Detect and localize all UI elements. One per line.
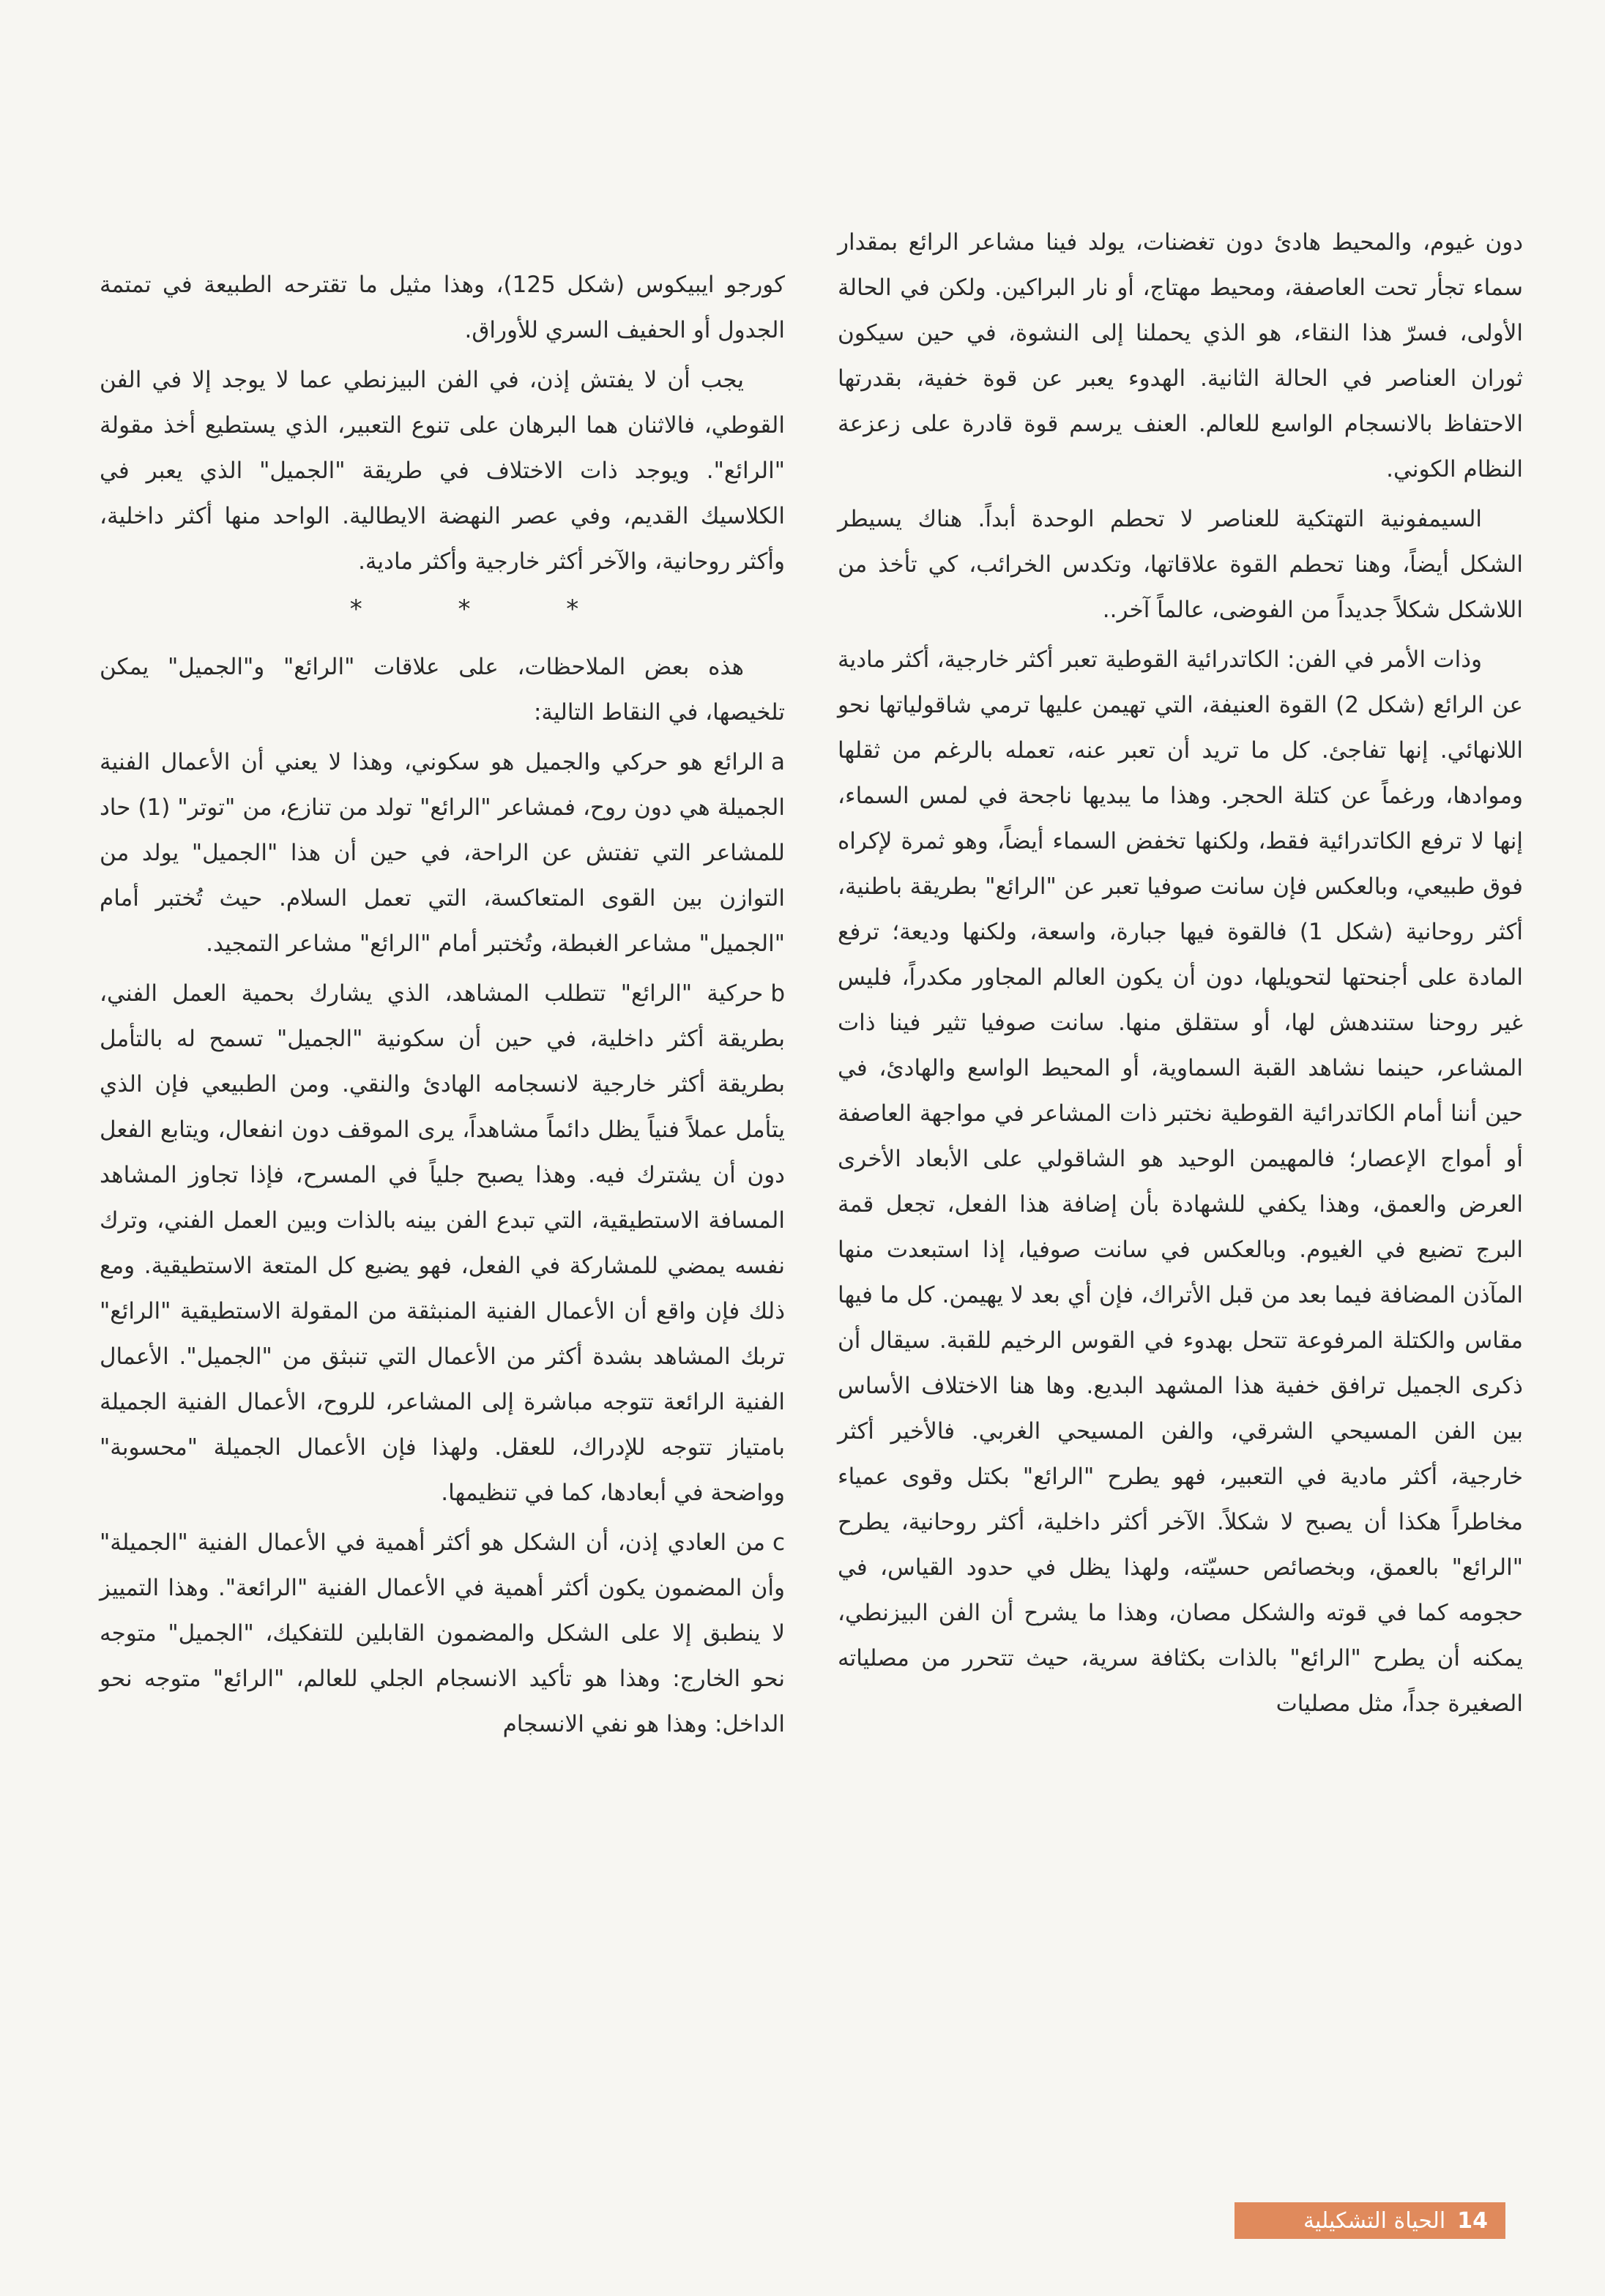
paragraph: دون غيوم، والمحيط هادئ دون تغضنات، يولد فينا مشاعر الرائع بمقدار سماء تجأر تحت العاصفة، ومحيط مهتاج، أو نار البراكين. ولكن في الحالة الأولى، فسرّ هذا النقاء، هو الذي يحملنا إلى النشوة، في حين سيكون ثوران العناصر في الحالة الثانية. الهدوء يعبر عن قوة خفية، بقدرتها الاحتفاظ بالانسجام الواسع للعالم. العنف يرسم قوة قادرة على زعزعة النظام الكوني.: [838, 229, 1523, 482]
item-letter: b: [770, 980, 785, 1007]
paragraph: كورجو ايبيكوس (شكل 125)، وهذا مثيل ما تقترحه الطبيعة في تمتمة الجدول أو الحفيف السري للأوراق.: [100, 272, 785, 343]
summary-intro: هذه بعض الملاحظات، على علاقات "الرائع" و"الجميل" يمكن تلخيصها، في النقاط التالية:: [100, 654, 785, 726]
page-footer: [1235, 2202, 1505, 2239]
paragraph: يجب أن لا يفتش إذن، في الفن البيزنطي عما لا يوجد إلا في الفن القوطي، فالاثنان هما البرهان على تنوع التعبير، الذي يستطيع أخذ مقولة "الرائع". ويوجد ذات الاختلاف في طريقة "الجميل" الذي يعبر في الكلاسيك القديم، وفي عصر النهضة الايطالية. الواحد منها أكثر داخلية، وأكثر روحانية، والآخر أكثر خارجية وأكثر مادية.: [100, 367, 785, 575]
item-letter: c: [772, 1529, 785, 1556]
item-text: الرائع هو حركي والجميل هو سكوني، وهذا لا يعني أن الأعمال الفنية الجميلة هي دون روح، فمشاعر "الرائع" تولد من تنازع، من "توتر" (1) حاد للمشاعر التي تفتش عن الراحة، في حين أن هذا "الجميل" يولد من التوازن بين القوى المتعاكسة، التي تعمل السلام. حيث تُختبر أمام "الجميل" مشاعر الغبطة، وتُختبر أمام "الرائع" مشاعر التمجيد.: [100, 749, 785, 957]
list-item: [100, 739, 785, 966]
page-number: 14: [1457, 2207, 1488, 2234]
section-separator: * * *: [349, 594, 623, 624]
item-text: حركية "الرائع" تتطلب المشاهد، الذي يشارك بحمية العمل الفني، بطريقة أكثر داخلية، في حين أن سكونية "الجميل" تسمح له بالتأمل بطريقة أكثر خارجية لانسجامه الهادئ والنقي. ومن الطبيعي فإن الذي يتأمل عملاً فنياً يظل دائماً مشاهداً، يرى الموقف دون انفعال، ويتابع الفعل دون أن يشترك فيه. وهذا يصبح جلياً في المسرح، فإذا تجاوز المشاهد المسافة الاستطيقية، التي تبدع الفن بينه بالذات وبين العمل الفني، وترك نفسه يمضي للمشاركة في الفعل، فهو يضيع كل المتعة الاستطيقية. ومع ذلك فإن واقع أن الأعمال الفنية المنبثقة من المقولة الاستطيقية "الرائع" تربك المشاهد بشدة أكثر من الأعمال التي تنبثق من "الجميل". الأعمال الفنية الرائعة تتوجه مباشرة إلى المشاعر، للروح، الأعمال الفنية الجميلة بامتياز تتوجه للإدراك، للعقل. ولهذا فإن الأعمال الجميلة "محسوبة" وواضحة في أبعادها، كما في تنظيمها.: [100, 980, 785, 1506]
paragraph: وذات الأمر في الفن: الكاتدرائية القوطية تعبر أكثر خارجية، أكثر مادية عن الرائع (شكل 2) القوة العنيفة، التي تهيمن عليها ترمي شاقولياتها نحو اللانهائي. إنها تفاجئ. كل ما تريد أن تعبر عنه، تعمله بالرغم من ثقلها وموادها، ورغماً عن كتلة الحجر. وهذا ما يبديها ناجحة في لمس السماء، إنها لا ترفع الكاتدرائية فقط، ولكنها تخفض السماء أيضاً، وهو ثمرة لإكراه فوق طبيعي، وبالعكس فإن سانت صوفيا تعبر عن "الرائع" بطريقة باطنية، أكثر روحانية (شكل 1) فالقوة فيها جبارة، واسعة، ولكنها وديعة؛ ترفع المادة على أجنحتها لتحويلها، دون أن يكون العالم المجاور مكدراً، فليس غير روحنا ستندهش لها، أو ستقلق منها. سانت صوفيا تثير فينا ذات المشاعر، حينما نشاهد القبة السماوية، أو المحيط الواسع والهادئ، في حين أننا أمام الكاتدرائية القوطية نختبر ذات المشاعر في مواجهة العاصفة أو أمواج الإعصار؛ فالمهيمن الوحيد هو الشاقولي على الأبعاد الأخرى العرض والعمق، وهذا يكفي للشهادة بأن إضافة هذا الفعل، تجعل قمة البرج تضيع في الغيوم. وبالعكس في سانت صوفيا، إذا استبعدت منها المآذن المضافة فيما بعد من قبل الأتراك، فإن أي بعد لا يهيمن. كل ما فيها مقاس والكتلة المرفوعة تتحل بهدوء في القوس الرخيم للقبة. سيقال أن ذكرى الجميل ترافق خفية هذا المشهد البديع. وها هنا الاختلاف الأساس بين الفن المسيحي الشرقي، والفن المسيحي الغربي. فالأخير أكثر خارجية، أكثر مادية في التعبير، فهو يطرح "الرائع" بكتل وقوى عمياء مخاطراً هكذا أن يصبح لا شكلاً. الآخر أكثر داخلية، أكثر روحانية، يطرح "الرائع" بالعمق، وبخصائص حسيّته، ولهذا يظل في حدود القياس، في حجومه كما في قوته والشكل مصان، وهذا ما يشرح أن الفن البيزنطي، يمكنه أن يطرح "الرائع" بالذات بكثافة سرية، حيث تتحرر من مصلياته الصغيرة جداً، مثل مصليات: [838, 646, 1523, 1717]
list-item: [100, 971, 785, 1516]
item-letter: a: [771, 749, 785, 775]
right-column: [838, 220, 1523, 1731]
paragraph: السيمفونية التهتكية للعناصر لا تحطم الوحدة أبداً. هناك يسيطر الشكل أيضاً، وهنا تحطم القوة علاقاتها، وتكدس الخرائب، كي تأخذ من اللاشكل شكلاً جديداً من الفوضى، عالماً آخر..: [838, 506, 1523, 623]
list-item: [100, 1520, 785, 1747]
item-text: من العادي إذن، أن الشكل هو أكثر أهمية في الأعمال الفنية "الجميلة" وأن المضمون يكون أكثر أهمية في الأعمال الفنية "الرائعة". وهذا التمييز لا ينطبق إلا على الشكل والمضمون القابلين للتفكيك، "الجميل" متوجه نحو الخارج: وهذا هو تأكيد الانسجام الجلي للعالم، "الرائع" متوجه نحو الداخل: وهذا هو نفي الانسجام: [100, 1529, 785, 1737]
left-column: [100, 262, 785, 1751]
magazine-title: الحياة التشكيلية: [1303, 2207, 1446, 2234]
